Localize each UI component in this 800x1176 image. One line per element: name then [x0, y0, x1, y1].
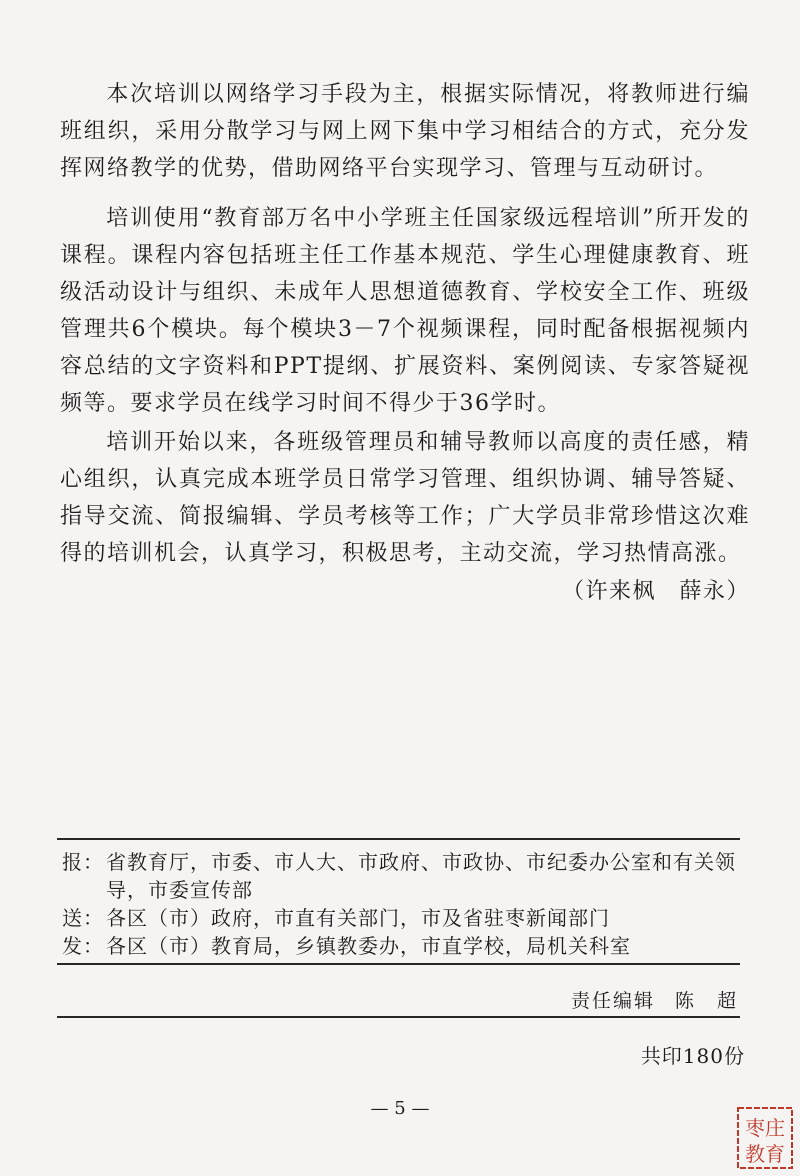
svg-text:教育: 教育 — [745, 1142, 785, 1166]
send-recipients: 各区（市）政府，市直有关部门，市及省驻枣新闻部门 — [106, 906, 610, 930]
responsible-editor — [571, 986, 738, 1013]
paragraph-training-progress: 培训开始以来，各班级管理员和辅导教师以高度的责任感，精心组织，认真完成本班学员日常学习管理、组织协调、辅导答疑、指导交流、简报编辑、学员考核等工作；广大学员非常珍惜这次难得的培训机会，认真学习，积极思考，主动交流，学习热情高涨。 — [60, 430, 750, 566]
divider-top — [57, 838, 740, 840]
svg-text:枣庄: 枣庄 — [745, 1116, 785, 1140]
report-recipients: 省教育厅，市委、市人大、市政府、市政协、市纪委办公室和有关领导，市委宣传部 — [106, 850, 736, 902]
divider-middle — [57, 963, 740, 965]
issue-recipients: 各区（市）教育局，乡镇教委办，市直学校，局机关科室 — [106, 934, 631, 958]
send-label: 送： — [62, 906, 104, 930]
divider-bottom — [57, 1016, 740, 1018]
paragraph-course-content: 培训使用“教育部万名中小学班主任国家级远程培训”所开发的课程。课程内容包括班主任工作基本规范、学生心理健康教育、班级活动设计与组织、未成年人思想道德教育、学校安全工作、班级管理共6个模块。每个模块3－7个视频课程，同时配备根据视频内容总结的文字资料和PPT提纲、扩展资料、案例阅读、专家答疑视频等。要求学员在线学习时间不得少于36学时。 — [60, 206, 750, 416]
zaozhuang-education-seal-logo — [735, 1105, 795, 1171]
print-count: 共印180份 — [640, 1044, 745, 1068]
editor-label: 责任编辑 — [570, 990, 655, 1012]
article-author: （许来枫 薛永） — [561, 579, 750, 604]
paragraph-training-method: 本次培训以网络学习手段为主，根据实际情况，将教师进行编班组织，采用分散学习与网上网下集中学习相结合的方式，充分发挥网络教学的优势，借助网络平台实现学习、管理与互动研讨。 — [60, 82, 750, 181]
issue-label: 发： — [62, 934, 104, 958]
send-row — [62, 904, 742, 932]
issue-row — [62, 932, 742, 960]
report-row — [62, 848, 742, 904]
distribution-list — [62, 848, 742, 960]
report-label: 报： — [62, 850, 104, 874]
editor-name: 陈 超 — [674, 990, 738, 1012]
page-number: — 5 — — [370, 1098, 430, 1119]
